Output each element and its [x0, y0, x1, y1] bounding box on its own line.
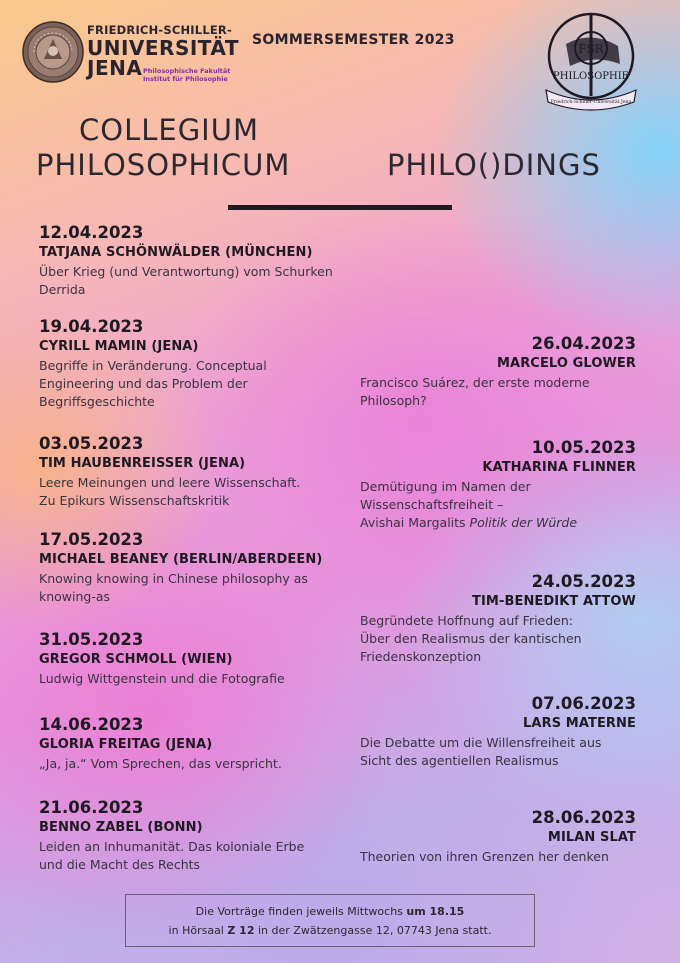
- event-date: 31.05.2023: [39, 630, 144, 649]
- talk-line: Über Krieg (und Verantwortung) vom Schurken: [39, 264, 333, 279]
- title-philodings: PHILO()DINGS: [387, 148, 601, 182]
- event-talk: [39, 670, 359, 688]
- event-talk: [360, 612, 636, 666]
- event-19-04: [39, 317, 359, 411]
- title-collegium: COLLEGIUM: [79, 113, 259, 147]
- event-date: 19.04.2023: [39, 317, 144, 336]
- fsr-logo-ribbon: Friedrich-Schiller-Universität Jena: [550, 100, 632, 105]
- event-10-05: [360, 438, 636, 532]
- talk-line: Knowing knowing in Chinese philosophy as: [39, 571, 308, 586]
- venue-time-line: [126, 902, 534, 921]
- event-speaker: TIM-BENEDIKT ATTOW: [472, 594, 636, 609]
- faculty-line: Philosophische Fakultät: [143, 67, 231, 75]
- venue-place-line: [126, 921, 534, 940]
- title-divider: [228, 205, 452, 210]
- event-talk: [360, 848, 636, 866]
- talk-line: [360, 514, 636, 532]
- event-07-06: [360, 694, 636, 770]
- event-26-04: [360, 334, 636, 410]
- event-31-05: [39, 630, 359, 688]
- event-speaker: TIM HAUBENREISSER (JENA): [39, 456, 246, 471]
- event-date: 10.05.2023: [531, 438, 636, 457]
- event-talk: [39, 263, 359, 299]
- event-21-06: [39, 798, 359, 874]
- event-speaker: CYRILL MAMIN (JENA): [39, 339, 199, 354]
- event-speaker: BENNO ZABEL (BONN): [39, 820, 203, 835]
- event-speaker: MILAN SLAT: [547, 830, 636, 845]
- event-talk: [39, 838, 359, 874]
- venue-time: um 18.15: [406, 905, 465, 918]
- event-talk: [360, 478, 636, 532]
- venue-room: Z 12: [227, 924, 255, 937]
- event-talk: [39, 570, 359, 606]
- talk-line: Wissenschaftsfreiheit –: [360, 497, 504, 512]
- event-speaker: KATHARINA FLINNER: [482, 460, 636, 475]
- talk-line: Leere Meinungen und leere Wissenschaft.: [39, 475, 301, 490]
- event-talk: [360, 734, 636, 770]
- venue-place-text: in Hörsaal: [168, 924, 228, 937]
- university-name-line3: JENA: [87, 55, 143, 80]
- event-speaker: GLORIA FREITAG (JENA): [39, 737, 213, 752]
- event-speaker: MICHAEL BEANEY (BERLIN/ABERDEEN): [39, 552, 323, 567]
- talk-line: Philosoph?: [360, 393, 427, 408]
- event-24-05: [360, 572, 636, 666]
- event-date: 03.05.2023: [39, 434, 144, 453]
- venue-info-box: [125, 894, 535, 947]
- university-name-line2: UNIVERSITÄT: [87, 35, 239, 60]
- event-12-04: [39, 223, 359, 299]
- event-talk: [39, 357, 359, 411]
- talk-line-plain: Avishai Margalits: [360, 515, 470, 530]
- event-date: 14.06.2023: [39, 715, 144, 734]
- event-talk: [39, 474, 359, 510]
- event-date: 21.06.2023: [39, 798, 144, 817]
- event-date: 07.06.2023: [531, 694, 636, 713]
- talk-line: Derrida: [39, 282, 86, 297]
- event-03-05: [39, 434, 359, 510]
- event-date: 28.06.2023: [531, 808, 636, 827]
- talk-line: Friedenskonzeption: [360, 649, 482, 664]
- talk-line: Francisco Suárez, der erste moderne: [360, 375, 590, 390]
- fsr-logo-word: PHILOSOPHIE: [553, 71, 629, 82]
- talk-line: Leiden an Inhumanität. Das koloniale Erbe: [39, 839, 305, 854]
- event-date: 12.04.2023: [39, 223, 144, 242]
- talk-line: Über den Realismus der kantischen: [360, 631, 582, 646]
- event-28-06: [360, 808, 636, 866]
- talk-line: Engineering und das Problem der: [39, 376, 248, 391]
- talk-line: knowing-as: [39, 589, 111, 604]
- event-speaker: GREGOR SCHMOLL (WIEN): [39, 652, 233, 667]
- event-speaker: TATJANA SCHÖNWÄLDER (MÜNCHEN): [39, 245, 313, 260]
- title-philosophicum: PHILOSOPHICUM: [36, 148, 291, 182]
- university-seal-icon: [22, 21, 84, 83]
- semester-label: SOMMERSEMESTER 2023: [252, 32, 455, 48]
- event-speaker: MARCELO GLOWER: [497, 356, 636, 371]
- talk-line: „Ja, ja.“ Vom Sprechen, das verspricht.: [39, 756, 282, 771]
- talk-line: Sicht des agentiellen Realismus: [360, 753, 559, 768]
- event-talk: [39, 755, 359, 773]
- talk-line: Die Debatte um die Willensfreiheit aus: [360, 735, 602, 750]
- event-14-06: [39, 715, 359, 773]
- event-date: 17.05.2023: [39, 530, 144, 549]
- talk-line: und die Macht des Rechts: [39, 857, 201, 872]
- event-17-05: [39, 530, 359, 606]
- venue-time-text: Die Vorträge finden jeweils Mittwochs: [195, 905, 407, 918]
- talk-line: Zu Epikurs Wissenschaftskritik: [39, 493, 230, 508]
- university-name-line1: FRIEDRICH-SCHILLER-: [87, 23, 232, 37]
- talk-line: Begriffe in Veränderung. Conceptual: [39, 358, 267, 373]
- event-talk: [360, 374, 636, 410]
- talk-line: Begründete Hoffnung auf Frieden:: [360, 613, 574, 628]
- talk-line: Ludwig Wittgenstein und die Fotografie: [39, 671, 285, 686]
- event-date: 24.05.2023: [531, 572, 636, 591]
- talk-line: Begriffsgeschichte: [39, 394, 155, 409]
- faculty-info: [143, 67, 230, 83]
- venue-address: in der Zwätzengasse 12, 07743 Jena statt.: [254, 924, 492, 937]
- talk-line: Theorien von ihren Grenzen her denken: [360, 849, 609, 864]
- talk-line: Demütigung im Namen der: [360, 479, 531, 494]
- fsr-logo-text: FSR: [578, 42, 604, 56]
- event-date: 26.04.2023: [531, 334, 636, 353]
- fsr-philosophie-logo-icon: [536, 6, 646, 116]
- event-speaker: LARS MATERNE: [523, 716, 636, 731]
- institute-line: Institut für Philosophie: [143, 75, 228, 84]
- talk-line-italic: Politik der Würde: [469, 515, 578, 530]
